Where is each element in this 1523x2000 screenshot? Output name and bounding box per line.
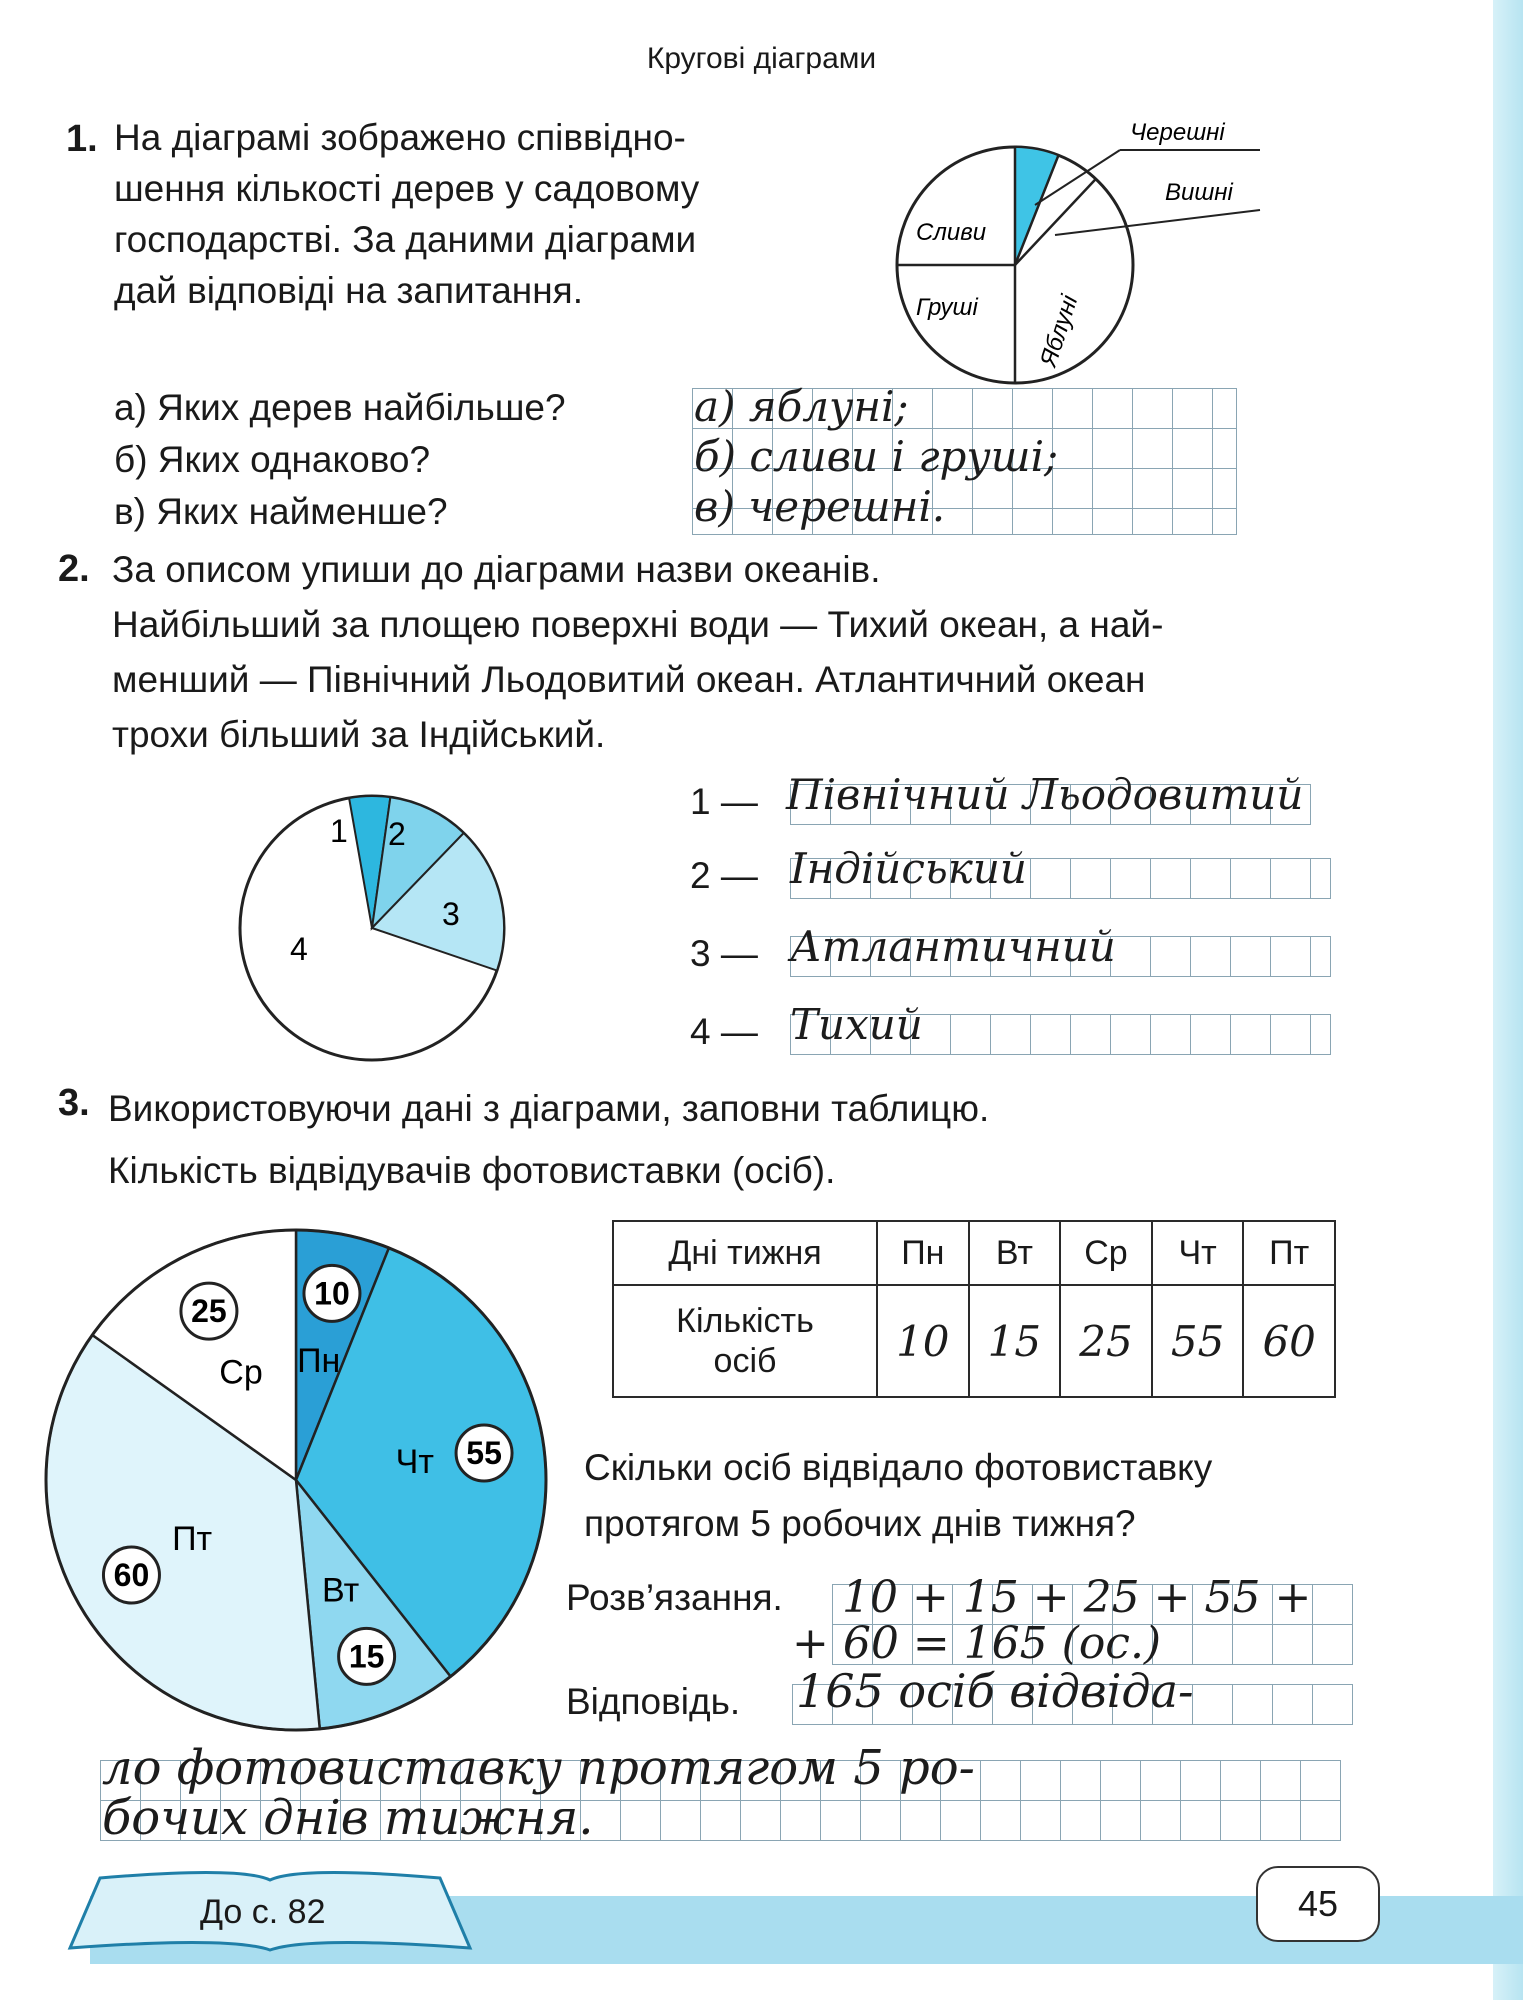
footer-reference: До с. 82 <box>200 1893 326 1931</box>
task1-questions <box>114 382 566 538</box>
page-title: Кругові діаграми <box>646 42 877 75</box>
answer-row-label: 2 — <box>690 855 758 896</box>
task1-pie-chart <box>880 110 1280 410</box>
pie-label-2: 2 <box>388 816 406 852</box>
answer-label: Відповідь. <box>566 1681 741 1722</box>
table-header-cell: Ср <box>1060 1221 1152 1285</box>
task1-text-line: дай відповіді на запитання. <box>114 270 583 311</box>
answer-row-label: 4 — <box>690 1011 758 1052</box>
answer-ocean-4: Тихий <box>790 1000 923 1049</box>
task3-question <box>584 1440 1354 1552</box>
solution-line-1: 10 + 15 + 25 + 55 + <box>842 1572 1312 1623</box>
page-edge-decoration <box>1493 0 1523 2000</box>
table-row <box>613 1285 1335 1397</box>
answer-ocean-1: Північний Льодовитий <box>786 770 1304 819</box>
task3-text-line: Кількість відвідувачів фотовиставки (осіб). <box>108 1150 836 1191</box>
table-value-cell: 15 <box>969 1285 1061 1397</box>
answer-line-2: ло фотовиставку протягом 5 ро- <box>102 1740 975 1796</box>
table-row <box>613 1221 1335 1285</box>
pie-label-pears: Груші <box>916 294 978 321</box>
task2-answer-row <box>690 844 1390 930</box>
task2-text-line: За описом упиши до діаграми назви океанів. <box>112 549 881 590</box>
task2-answer-row <box>690 770 1390 850</box>
task1-question: а) Яких дерев найбільше? <box>114 387 566 428</box>
task1-answer-c: в) черешні. <box>694 482 946 531</box>
table-value-cell: 25 <box>1060 1285 1152 1397</box>
task1-number: 1. <box>66 118 98 160</box>
pie-value-label: 55 <box>466 1434 502 1471</box>
table-header-cell <box>613 1285 877 1397</box>
table-header-cell: Пт <box>1243 1221 1335 1285</box>
task2-number: 2. <box>58 548 90 590</box>
answer-ocean-2: Індійський <box>790 844 1027 893</box>
table-header-cell: Пн <box>877 1221 969 1285</box>
pie-value-label: 25 <box>191 1293 227 1330</box>
pie-label-cherries: Черешні <box>1130 119 1225 146</box>
task3-text-line: Використовуючи дані з діаграми, заповни таблицю. <box>108 1088 990 1129</box>
table-header-cell: Вт <box>969 1221 1061 1285</box>
task1-answer-b: б) сливи і груші; <box>694 432 1059 481</box>
pie-day-label: Пт <box>172 1520 213 1558</box>
task1-question: б) Яких однаково? <box>114 439 431 480</box>
solution-label: Розв’язання. <box>566 1577 783 1618</box>
task1-text-line: господарстві. За даними діаграми <box>114 219 697 260</box>
pie-value-label: 60 <box>113 1557 150 1593</box>
task1-text-line: шення кількості дерев у садовому <box>114 168 700 209</box>
task3-number: 3. <box>58 1082 90 1124</box>
task1-question: в) Яких найменше? <box>114 491 448 532</box>
pie-label-1: 1 <box>330 813 348 849</box>
table-header-line: Кількість <box>676 1302 814 1340</box>
task2-answers <box>690 770 1390 1090</box>
table-header-line: осіб <box>713 1342 777 1380</box>
pie-label-4: 4 <box>290 931 308 967</box>
task3-question-line: протягом 5 робочих днів тижня? <box>584 1503 1136 1544</box>
solution-line-2: + 60 = 165 (ос.) <box>792 1618 1162 1669</box>
pie-value-label: 10 <box>314 1275 350 1312</box>
pie-label-plums: Сливи <box>916 219 987 246</box>
task2-answer-row <box>690 922 1390 1010</box>
task1-text <box>114 112 834 316</box>
task3-text <box>108 1078 989 1202</box>
task1-text-line: На діаграмі зображено співвідно- <box>114 117 686 158</box>
pie-label-cherry-plums: Вишні <box>1165 179 1233 206</box>
page-number: 45 <box>1256 1866 1380 1942</box>
answer-row-label: 1 — <box>690 781 758 822</box>
pie-day-label: Пн <box>297 1342 341 1381</box>
answer-line-3: бочих днів тижня. <box>102 1790 594 1846</box>
table-header-cell: Чт <box>1152 1221 1244 1285</box>
pie-day-label: Чт <box>395 1442 434 1481</box>
visitors-table <box>612 1220 1336 1398</box>
pie-day-label: Ср <box>219 1353 263 1392</box>
table-value-cell: 10 <box>877 1285 969 1397</box>
task1-answer-a: а) яблуні; <box>694 382 909 431</box>
pie-value-label: 15 <box>348 1638 385 1675</box>
answer-line-1: 165 осіб відвіда- <box>796 1664 1194 1718</box>
task2-text-line: менший — Північний Льодовитий океан. Атлантичний океан <box>112 659 1146 700</box>
table-value-cell: 55 <box>1152 1285 1244 1397</box>
task2-pie-chart <box>230 780 530 1080</box>
task2-text <box>112 542 1342 762</box>
pie-label-apples: Яблуні <box>1035 291 1084 370</box>
task3-question-line: Скільки осіб відвідало фотовиставку <box>584 1447 1213 1488</box>
task2-text-line: трохи більший за Індійський. <box>112 714 606 755</box>
task3-pie-chart <box>30 1220 590 1740</box>
table-value-cell: 60 <box>1243 1285 1335 1397</box>
task2-text-line: Найбільший за площею поверхні води — Тихий океан, а най- <box>112 604 1164 645</box>
answer-ocean-3: Атлантичний <box>790 922 1116 971</box>
table-header-cell: Дні тижня <box>613 1221 877 1285</box>
pie-label-3: 3 <box>442 896 460 932</box>
answer-row-label: 3 — <box>690 933 758 974</box>
pie-day-label: Вт <box>322 1571 360 1610</box>
